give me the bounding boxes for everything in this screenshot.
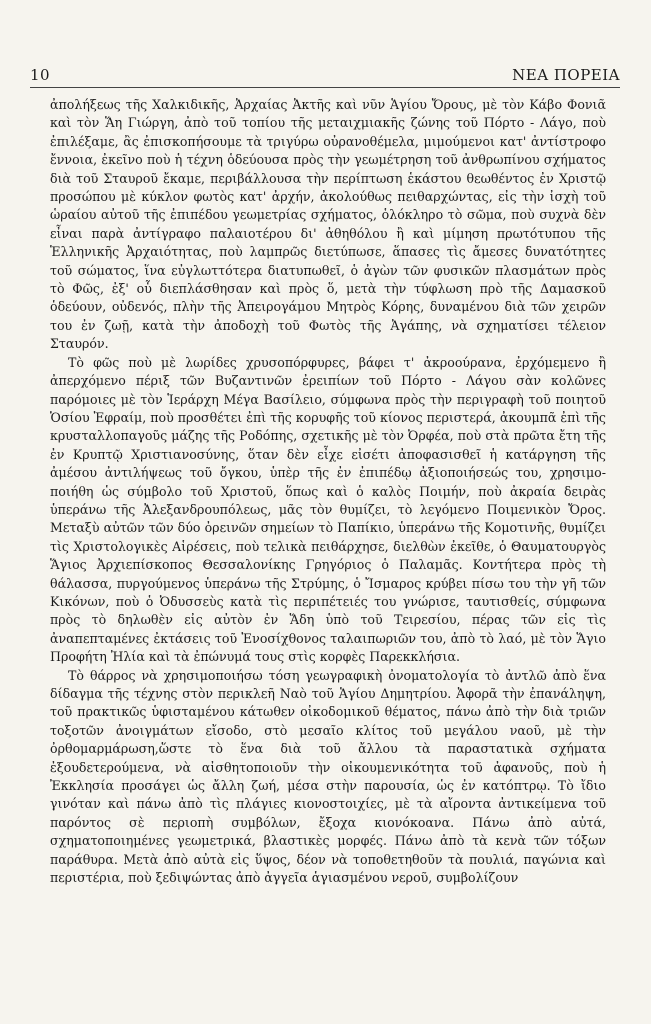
page-number: 10 — [30, 66, 51, 84]
paragraph-2: Τὸ φῶς ποὺ μὲ λωρίδες χρυσοπόρφυρες, βάφει τ' ἀκροούρανα, ἐρχόμεμενο ἢ ἀπερχόμενο πέριξ τῶν Βυζαντινῶν ἐρειπίων τοῦ Πόρτο - Λάγου σὰν κολῶνες παρόμοιες μὲ τὸν Ἱεράρχη Μέγα Βασίλειο, σύμφωνα πρὸς τὴν περιγραφὴ τοῦ ποιητοῦ Ὁσίου Ἐφραίμ, ποὺ προσθέτει ἐπὶ τῆς κορυφῆς τοῦ κίονος περιστερά, ἀκουμπᾶ ἐπὶ τῆς κρυσταλλοπαγοῦς μάζης τῆς Ροδόπης, σχετικῆς μὲ τὸν Ὀρφέα, ποὺ στὰ πρῶτα ἔτη τῆς ἐν Κρυπτῷ Χριστιανοσύνης, ὅταν δὲν εἶχε εἰσέτι ἀποφασισθεῖ ἡ κατάργηση τῆς ἀμέσου ἀντιλήψεως τοῦ ὄγκου, ὑπὲρ τῆς ἐν ἐπιπέδῳ ἀξιοποιήσεώς του, χρησιμοποιήθη ὡς σύμβολο τοῦ Χριστοῦ, ὅπως καὶ ὁ καλὸς Ποιμήν, ποὺ ἀκραία δειρὰς ὑπεράνω τῆς Ἀλεξανδρουπόλεως, μᾶς τὸν θυμίζει, τὸ λεγόμενο Ποιμενικὸν Ὄρος. Μεταξὺ αὐτῶν τῶν δύο ὀρεινῶν σημείων τὸ Παπίκιο, ὑπεράνω τῆς Κομοτινῆς, θυμίζει τὶς Χριστολογικὲς Αἱρέσεις, ποὺ τελικὰ πειθάρχησε, διελθὼν ἐκεῖθε, ὁ Θαυματουργὸς Ἅγιος Ἀρχιεπίσκοπος Θεσσαλονίκης Γρηγόριος ὁ Παλαμᾶς. Κοντήτερα πρὸς τὴ θάλασσα, πυργούμενος ὑπεράνω τῆς Στρύμης, ὁ Ἴσμαρος κρύβει πίσω του τὴν γῆ τῶν Κικόνων, ποὺ ὁ Ὀδυσσεὺς κατὰ τὶς περιπέτειές του γνώρισε, ταυτισθείς, σύμφωνα πρὸς τὸ δηλωθὲν εἰς αὐτὸν ἐν Ἅδη ὑπὸ τοῦ Τειρεσίου, πέρας τῶν εἰς τὶς ἀναπεπταμένες ἐκτάσεις τοῦ Ἐνοσίχθονος ταλαιπωριῶν του, ἀπὸ τὸ λαό, μὲ τὸν Ἅγιο Προφήτη Ἠλία καὶ τὰ ἐπώνυμά τους στὶς κορφὲς Παρεκκλήσια. — [50, 354, 606, 665]
paragraph-3: Τὸ θάρρος νὰ χρησιμοποιήσω τόση γεωγραφικὴ ὀνοματολογία τὸ ἀντλῶ ἀπὸ ἕνα δίδαγμα τῆς τέχνης στὸν περικλεῆ Ναὸ τοῦ Ἁγίου Δημητρίου. Ἀφορᾶ τὴν ἐπανάληψη, τοῦ πρακτικῶς ὑφισταμένου κάτωθεν οἰκοδομικοῦ θέματος, πάνω ἀπὸ τὴν διὰ τριῶν τοξοτῶν ἀνοιγμάτων εἴσοδο, στὸ μεσαῖο κλίτος τοῦ μεγάλου ναοῦ, μὲ τὴν ὀρθομαρμάρωση,ὥστε τὸ ἕνα διὰ τοῦ ἄλλου τὰ παραστατικὰ σχήματα ἐξουδετερούμενα, νὰ αἰσθητοποιοῦν τὴν οἰκουμενικότητα τοῦ ἀφανοῦς, ποὺ ἡ Ἐκκλησία προσάγει ὡς ἄλλη ζωή, μέσα στὴν παρουσία, ὡς ἐν κατόπτρῳ. Τὸ ἴδιο γινόταν καὶ πάνω ἀπὸ τὶς πλάγιες κιονοστοιχίες, μὲ τὰ αἴροντα ἀντικείμενα τοῦ παρόντος σὲ περιοπὴ συμβόλων, ἔξοχα κιονόκοανα. Πάνω ἀπὸ αὐτά, σχηματοποιημένες γεωμετρικά, βλαστικὲς μορφές. Πάνω ἀπὸ τὰ κενὰ τῶν τόξων παράθυρα. Μετὰ ἀπὸ αὐτὰ εἰς ὕψος, δέον νὰ τοποθετηθοῦν τὰ πουλιά, παγώνια καὶ περιστέρια, ποὺ ξεδιψώντας ἀπὸ ἀγγεῖα ἁγιασμένου νεροῦ, συμβολίζουν — [50, 667, 606, 886]
header-rule — [30, 87, 620, 88]
journal-title: ΝΕΑ ΠΟΡΕΙΑ — [512, 66, 620, 84]
page-header — [30, 66, 620, 88]
paragraph-1: ἀπολήξεως τῆς Χαλκιδικῆς, Ἀρχαίας Ἀκτῆς καὶ νῦν Ἁγίου Ὄρους, μὲ τὸν Κάβο Φονιᾶ καὶ τὸν Ἅη Γιώργη, ἀπὸ τοῦ τοπίου τῆς μεταιχμιακῆς ζώνης τοῦ Πόρτο - Λάγο, ποὺ ἐπιλέξαμε, ἂς ἐπισκοπήσουμε τὰ τριγύρω οὐρανοθέμελα, μιμούμενοι κατ' ἀντίστροφο ἔννοια, ἐκεῖνο ποὺ ἡ τέχνη ὁδεύουσα πρὸς τὴν γεωμέτρηση τοῦ ἀνθρωπίνου σχήματος διὰ τοῦ Σταυροῦ ἔκαμε, περιβάλλουσα τὴν περίπτωση ἑκάστου θεωθέντος ἐν Χριστῷ προσώπου μὲ κύκλον φωτὸς κατ' ἀρχήν, ἀκολούθως πειθαρχώντας, εἰς τὴν ἰσχὴ τοῦ ὡραίου αὐτοῦ τῆς ἐπιπέδου γεωμετρίας σχήματος, ὁλόκληρο τὸ σῶμα, ποὺ συχνὰ δὲν εἶναι παρὰ ἀντίγραφο παλαιοτέρου δι' ἀθηθόλου ἢ καὶ μίμηση πρωτότυπου τῆς Ἑλληνικῆς Ἀρχαιότητας, ποὺ λαμπρῶς διετύπωσε, ἅπασες τὶς ἄμεσες δυνατότητες τοῦ σώματος, ἵνα εὐγλωττότερα διατυπωθεῖ, ὁ ἀγὼν τῶν φυσικῶν πλασμάτων πρὸς τὸ Φῶς, ἐξ' οὗ διεπλάσθησαν καὶ πρὸς ὅ, μετὰ τὴν τύφλωση πρὸ τῆς Δαμασκοῦ ὁδεύουν, οὐδενός, πλὴν τῆς Ἀπειρογάμου Μητρὸς Κόρης, δυναμένου διὰ τῶν χειρῶν του ἐν ζωῇ, κατὰ τὴν ἀποδοχὴ τοῦ Φωτὸς τῆς Ἀγάπης, νὰ σχηματίσει τέλειον Σταυρόν. — [50, 97, 606, 352]
article-body — [50, 96, 606, 887]
